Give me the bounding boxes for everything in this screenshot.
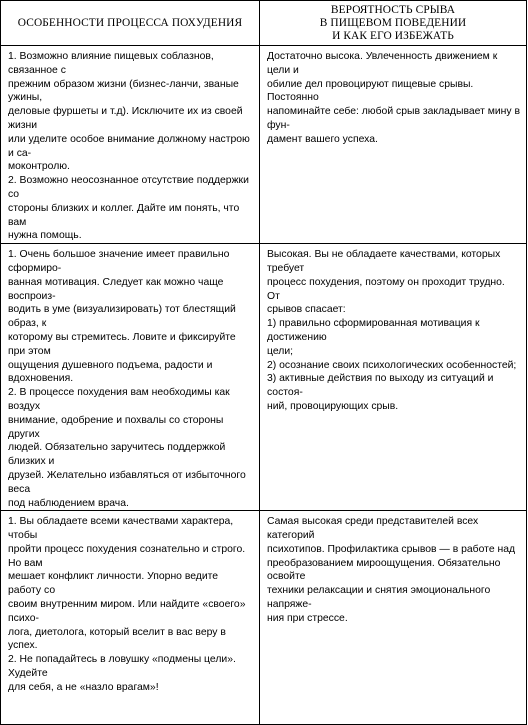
- header-right-line: В ПИЩЕВОМ ПОВЕДЕНИИ: [319, 16, 467, 29]
- text-line: Высокая. Вы не обладаете качествами, которых требует: [267, 249, 501, 274]
- cell-features: [1, 46, 260, 244]
- text-line: ощущения душевного подъема, радости и вдохновения.: [8, 359, 213, 385]
- text-line: прежним образом жизни (бизнес-ланчи, званые ужины,: [8, 78, 239, 104]
- text-line: Достаточно высока. Увлеченность движением к цели и: [267, 51, 498, 76]
- text-line: пройти процесс похудения сознательно и строго. Но вам: [8, 543, 246, 569]
- text-line: 1. Вы обладаете всеми качествами характера, чтобы: [8, 516, 234, 542]
- cell-features: [1, 511, 260, 725]
- cell-features: [1, 244, 260, 511]
- header-left: ОСОБЕННОСТИ ПРОЦЕССА ПОХУДЕНИЯ: [1, 1, 260, 46]
- text-line: своим внутренним миром. Или найдите «своего» психо-: [8, 599, 246, 624]
- text-line: 1. Очень большое значение имеет правильно сформиро-: [8, 249, 230, 274]
- text-line: 2. Не попадайтесь в ловушку «подмены цели». Худейте: [8, 654, 236, 680]
- text-line: или уделите особое внимание должному настрою и са-: [8, 133, 250, 159]
- text-line: моконтролю.: [8, 161, 70, 173]
- text-line: дамент вашего успеха.: [267, 133, 378, 145]
- header-right: [260, 1, 527, 46]
- text-line: 2. Возможно неосознанное отсутствие поддержки со: [8, 175, 249, 200]
- text-line: 1. Возможно влияние пищевых соблазнов, связанное с: [8, 51, 214, 76]
- text-line: напоминайте себе: любой срыв закладывает мину в фун-: [267, 106, 520, 131]
- table-header-row: [1, 1, 527, 46]
- text-line: друзей. Желательно избавляться от избыточного веса: [8, 469, 246, 495]
- text-line: нужна помощь.: [8, 230, 82, 242]
- text-line: мешает конфликт личности. Упорно ведите работу со: [8, 571, 219, 597]
- text-line: которому вы стремитесь. Ловите и фиксируйте при этом: [8, 331, 236, 357]
- text-line: Самая высокая среди представителей всех категорий: [267, 516, 479, 542]
- header-right-line: ВЕРОЯТНОСТЬ СРЫВА: [330, 3, 456, 16]
- text-line: водить в уме (визуализировать) тот блестящий образ, к: [8, 304, 236, 330]
- text-line: для себя, а не «назло врагам»!: [8, 681, 159, 693]
- text-line: ния при стрессе.: [267, 612, 348, 624]
- table-row: [1, 244, 527, 511]
- text-line: преобразованием мироощущения. Обязательно освойте: [267, 557, 501, 583]
- cell-risk: [260, 46, 527, 244]
- text-line: 1) правильно сформированная мотивация к достижению: [267, 318, 480, 343]
- text-line: срывов спасает:: [267, 304, 346, 316]
- text-line: техники релаксации и снятия эмоционального напряже-: [267, 585, 491, 611]
- text-line: обилие дел провоцируют пищевые срывы. Постоянно: [267, 78, 474, 104]
- cell-risk: [260, 511, 527, 725]
- text-line: ний, провоцирующих срыв.: [267, 400, 399, 412]
- text-line: психотипов. Профилактика срывов — в работе над: [267, 543, 516, 555]
- cell-risk: [260, 244, 527, 511]
- text-line: процесс похудения, поэтому он проходит трудно. От: [267, 276, 505, 302]
- text-line: лога, диетолога, который вселит в вас веру в успех.: [8, 626, 226, 652]
- text-line: цели;: [267, 345, 294, 357]
- table-row: [1, 511, 527, 725]
- text-line: ванная мотивация. Следует как можно чаще воспроиз-: [8, 276, 224, 302]
- text-line: людей. Обязательно заручитесь поддержкой близких и: [8, 442, 226, 468]
- table-row: [1, 46, 527, 244]
- text-line: 2. В процессе похудения вам необходимы как воздух: [8, 387, 230, 412]
- text-line: 3) активные действия по выходу из ситуаций и состоя-: [267, 373, 494, 399]
- text-line: стороны близких и коллег. Дайте им понять, что вам: [8, 202, 240, 228]
- text-line: деловые фуршеты и т.д). Исключите их из своей жизни: [8, 106, 243, 131]
- header-right-line: И КАК ЕГО ИЗБЕЖАТЬ: [332, 29, 454, 42]
- text-line: внимание, одобрение и похвалы со стороны других: [8, 414, 224, 440]
- text-line: 2) осознание своих психологических особенностей;: [267, 359, 517, 371]
- text-line: под наблюдением врача.: [8, 497, 129, 509]
